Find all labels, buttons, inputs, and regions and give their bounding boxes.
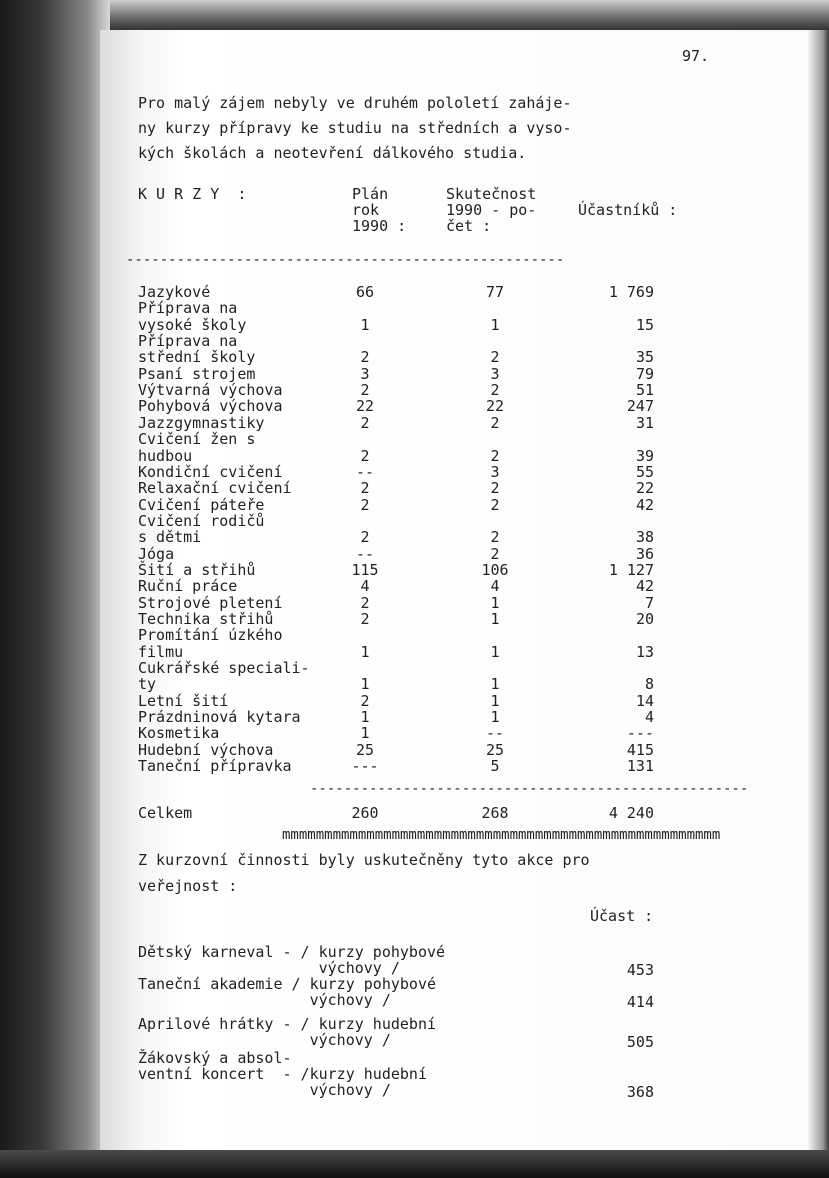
plan-value: 2	[360, 610, 370, 628]
plan-value: 2	[360, 528, 370, 547]
page-number: 97.	[682, 47, 710, 65]
total-actual: 268	[481, 803, 509, 822]
actual-value: 22	[485, 397, 505, 416]
events-intro-line: veřejnost :	[138, 877, 238, 895]
course-name: Technika střihů	[138, 610, 274, 628]
actual-value: 2	[490, 544, 500, 563]
table-header-plan: rok	[352, 201, 380, 219]
actual-value: 4	[490, 577, 500, 596]
table-header-courses: K U R Z Y :	[138, 185, 247, 203]
course-name: Strojové pletení	[138, 593, 283, 612]
scan-binding-shadow	[0, 0, 110, 1178]
total-participants: 4 240	[608, 803, 654, 822]
course-name: Jazzgymnastiky	[138, 413, 265, 432]
course-name: Příprava na	[138, 332, 238, 351]
actual-value: 2	[490, 479, 500, 498]
plan-value: 3	[360, 364, 370, 383]
course-name: Taneční přípravka	[138, 757, 292, 776]
plan-value: --	[355, 544, 375, 563]
plan-value: 2	[360, 348, 370, 367]
total-separator: ----------------------------------------------------	[310, 780, 749, 797]
course-name: Výtvarná výchova	[138, 381, 283, 400]
actual-value: 1	[490, 315, 500, 334]
plan-value: 2	[360, 593, 370, 612]
participants-value: 36	[635, 544, 654, 563]
participants-value: 42	[635, 495, 654, 514]
double-rule: mmmmmmmmmmmmmmmmmmmmmmmmmmmmmmmmmmmmmmmmmmmmmmmmmmmm	[282, 826, 721, 843]
plan-value: 1	[360, 642, 370, 661]
course-name: střední školy	[138, 348, 256, 367]
plan-value: ---	[351, 757, 379, 776]
course-name: Příprava na	[138, 299, 238, 318]
intro-line: ny kurzy přípravy ke studiu na středních a vyso-	[138, 119, 572, 137]
actual-value: 106	[481, 560, 509, 579]
course-name: vysoké školy	[138, 315, 247, 334]
participants-value: 1 127	[608, 560, 654, 579]
scan-right-edge	[808, 30, 829, 1152]
plan-value: --	[355, 462, 375, 481]
actual-value: 2	[490, 348, 500, 367]
table-header-actual: čet :	[446, 217, 492, 235]
plan-value: 22	[355, 397, 375, 416]
actual-value: 1	[490, 691, 500, 710]
course-name: Prázdninová kytara	[138, 708, 301, 727]
participants-value: ---	[626, 724, 654, 743]
event-name: Žákovský a absol-	[138, 1049, 292, 1067]
event-count: 368	[626, 1083, 654, 1101]
event-name: Dětský karneval - / kurzy pohybové	[138, 943, 446, 961]
intro-line: Pro malý zájem nebyly ve druhém pololetí zaháje-	[138, 94, 572, 112]
actual-value: 2	[490, 495, 500, 514]
course-name: Pohybová výchova	[138, 397, 283, 416]
participants-value: 51	[635, 381, 654, 400]
scan-top-border	[0, 0, 829, 32]
participants-value: 8	[644, 675, 654, 694]
plan-value: 1	[360, 724, 370, 743]
participants-value: 35	[635, 348, 654, 367]
table-header-actual: Skutečnost	[446, 185, 537, 203]
participants-value: 31	[635, 413, 654, 432]
course-name: Cvičení žen s	[138, 430, 256, 449]
table-header-actual: 1990 - po-	[446, 201, 537, 219]
plan-value: 66	[355, 283, 375, 301]
course-name: Psaní strojem	[138, 364, 256, 383]
participants-value: 131	[626, 757, 654, 776]
actual-value: 3	[490, 364, 500, 383]
course-name: Hudební výchova	[138, 740, 274, 759]
course-name: Cvičení páteře	[138, 495, 265, 514]
actual-value: 1	[490, 675, 500, 694]
total-plan: 260	[351, 803, 379, 822]
participants-value: 4	[644, 708, 654, 727]
course-name: Jazykové	[138, 283, 211, 301]
course-name: Šití a střihů	[138, 560, 256, 579]
event-name: výchovy /	[138, 1031, 391, 1049]
actual-value: 1	[490, 610, 500, 628]
plan-value: 2	[360, 495, 370, 514]
course-name: Kosmetika	[138, 724, 220, 743]
actual-value: 25	[485, 740, 505, 759]
actual-value: 5	[490, 757, 500, 776]
actual-value: 2	[490, 413, 500, 432]
events-intro-line: Z kurzovní činnosti byly uskutečněny tyto akce pro	[138, 851, 590, 869]
participants-value: 7	[644, 593, 654, 612]
plan-value: 2	[360, 446, 370, 465]
plan-value: 4	[360, 577, 370, 596]
course-name: Promítání úzkého	[138, 626, 283, 645]
participants-value: 14	[635, 691, 654, 710]
event-count: 453	[626, 961, 654, 979]
event-name: výchovy /	[138, 991, 391, 1009]
course-name: Cvičení rodičů	[138, 511, 265, 530]
course-name: s dětmi	[138, 528, 202, 547]
table-header-participants: Účastníků :	[578, 201, 678, 219]
plan-value: 25	[355, 740, 375, 759]
participants-value: 415	[626, 740, 654, 759]
participants-value: 42	[635, 577, 654, 596]
actual-value: 1	[490, 708, 500, 727]
participants-value: 22	[635, 479, 654, 498]
table-header-plan: Plán	[352, 185, 389, 203]
course-name: Ruční práce	[138, 577, 238, 596]
plan-value: 1	[360, 675, 370, 694]
participants-value: 20	[635, 610, 654, 628]
course-name: Cukrářské speciali-	[138, 659, 310, 678]
event-count: 414	[626, 993, 654, 1011]
actual-value: 77	[485, 283, 505, 301]
event-count: 505	[626, 1033, 654, 1051]
course-name: hudbou	[138, 446, 193, 465]
participants-value: 39	[635, 446, 654, 465]
event-name: výchovy /	[138, 959, 400, 977]
participants-value: 15	[635, 315, 654, 334]
plan-value: 2	[360, 413, 370, 432]
plan-value: 1	[360, 708, 370, 727]
actual-value: 2	[490, 446, 500, 465]
intro-line: kých školách a neotevření dálkového studia.	[138, 144, 527, 162]
plan-value: 2	[360, 381, 370, 400]
event-name: Aprilové hrátky - / kurzy hudební	[138, 1015, 437, 1033]
participants-value: 1 769	[608, 283, 654, 301]
actual-value: --	[485, 724, 505, 743]
participants-value: 79	[635, 364, 654, 383]
actual-value: 3	[490, 462, 500, 481]
plan-value: 115	[351, 560, 379, 579]
scan-bottom-border	[0, 1150, 829, 1178]
table-separator: ----------------------------------------------------	[126, 252, 565, 268]
participants-value: 38	[635, 528, 654, 547]
actual-value: 1	[490, 593, 500, 612]
plan-value: 2	[360, 691, 370, 710]
events-header: Účast :	[590, 907, 654, 925]
course-name: Relaxační cvičení	[138, 479, 292, 498]
actual-value: 1	[490, 642, 500, 661]
event-name: Taneční akademie / kurzy pohybové	[138, 975, 437, 993]
plan-value: 2	[360, 479, 370, 498]
event-name: výchovy /	[138, 1081, 391, 1099]
event-name: ventní koncert - /kurzy hudební	[138, 1065, 427, 1083]
table-header-plan: 1990 :	[352, 217, 407, 235]
participants-value: 247	[626, 397, 654, 416]
plan-value: 1	[360, 315, 370, 334]
actual-value: 2	[490, 528, 500, 547]
total-label: Celkem	[138, 803, 193, 822]
actual-value: 2	[490, 381, 500, 400]
course-name: ty	[138, 675, 157, 694]
course-name: Kondiční cvičení	[138, 462, 283, 481]
course-name: filmu	[138, 642, 184, 661]
participants-value: 13	[635, 642, 654, 661]
course-name: Letní šití	[138, 691, 229, 710]
participants-value: 55	[635, 462, 654, 481]
course-name: Jóga	[138, 544, 175, 563]
